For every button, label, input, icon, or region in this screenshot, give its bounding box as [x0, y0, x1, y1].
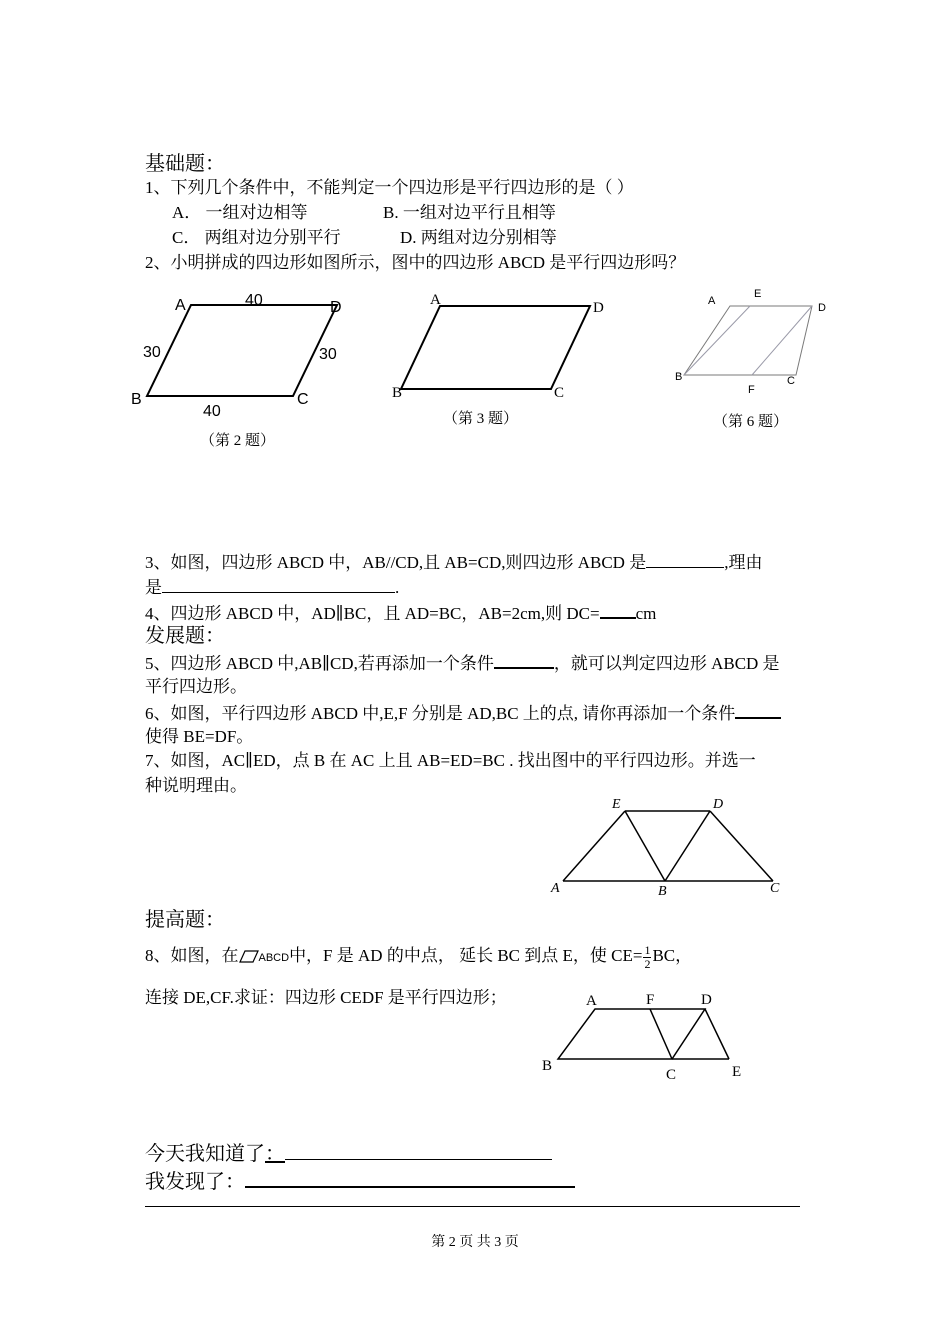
summary-know-label: 今天我知道了 — [145, 1143, 265, 1165]
fig3-label-d: D — [593, 300, 604, 316]
question-3-text-4: . — [395, 578, 400, 597]
question-8-text-2: 中，F 是 AD 的中点， 延长 BC 到点 E，使 CE= — [289, 946, 643, 965]
parallelogram-symbol — [239, 943, 259, 973]
fig2-top-length: 40 — [245, 292, 263, 309]
figure-6-caption: （第 6 题） — [713, 414, 789, 430]
question-4-text-1: 4、四边形 ABCD 中，AD∥BC，且 AD=BC，AB=2cm,则 DC= — [145, 604, 600, 623]
fig8-label-c: C — [666, 1067, 677, 1083]
summary-found — [145, 1168, 575, 1194]
parallelogram-symbol-icon — [239, 950, 259, 963]
fig2-label-d: D — [330, 299, 342, 316]
parallelogram-name: ABCD — [258, 952, 290, 964]
fig2-right-length: 30 — [319, 346, 337, 363]
fig2-bottom-length: 40 — [203, 403, 221, 420]
fig8-label-f: F — [646, 992, 655, 1008]
fig6-label-e: E — [754, 288, 762, 300]
fig8-label-e: E — [732, 1064, 742, 1080]
question-7-line-1: 7、如图，AC∥ED，点 B 在 AC 上且 AB=ED=BC . 找出图中的平行四边形。并选一 — [145, 751, 756, 770]
question-4 — [145, 601, 656, 625]
question-4-text-2: cm — [635, 604, 657, 623]
fig3-label-c: C — [554, 385, 565, 401]
question-3-text-1: 3、如图，四边形 ABCD 中，AB//CD,且 AB=CD,则四边形 ABCD 是 — [145, 553, 647, 572]
fig2-label-c: C — [297, 391, 309, 408]
fig6-label-a: A — [708, 295, 716, 307]
section-heading-basic: 基础题： — [145, 153, 225, 175]
fig3-label-b: B — [392, 385, 403, 401]
fig7-label-a: A — [551, 881, 560, 896]
question-7-line-2: 种说明理由。 — [145, 776, 247, 795]
question-1-stem: 1、下列几个条件中，不能判定一个四边形是平行四边形的是（ ） — [145, 178, 634, 197]
question-6-text-1: 6、如图，平行四边形 ABCD 中,E,F 分别是 AD,BC 上的点, 请你再添加一个条件 — [145, 704, 736, 723]
question-3-answer-blank-2[interactable] — [162, 576, 395, 593]
section-heading-improve: 提高题： — [145, 909, 225, 931]
figure-2-parallelogram — [125, 285, 355, 420]
question-6-line-2: 使得 BE=DF。 — [145, 727, 254, 746]
fig6-label-d: D — [818, 302, 826, 314]
figure-7-diagram — [548, 795, 788, 899]
question-3-answer-blank-1[interactable] — [646, 551, 724, 568]
fig2-label-b: B — [131, 391, 142, 408]
section-heading-develop: 发展题： — [145, 625, 225, 647]
fig7-label-d: D — [713, 797, 724, 812]
summary-know — [145, 1141, 552, 1166]
fig7-label-c: C — [770, 881, 780, 896]
summary-found-blank[interactable] — [245, 1168, 575, 1188]
fig7-label-e: E — [612, 797, 621, 812]
fraction-one-half — [643, 944, 651, 971]
fig6-label-b: B — [675, 371, 683, 383]
question-3-line-2 — [145, 576, 399, 599]
summary-know-colon: ： — [265, 1143, 285, 1165]
question-3-text-3: 是 — [145, 578, 162, 597]
fig2-label-a: A — [175, 297, 186, 314]
question-5-line-1 — [145, 651, 780, 675]
fig6-label-f: F — [748, 384, 755, 396]
figure-2-caption: （第 2 题） — [200, 433, 276, 449]
fig8-label-b: B — [542, 1058, 553, 1074]
question-8-line-2: 连接 DE,CF.求证：四边形 CEDF 是平行四边形； — [145, 988, 507, 1007]
fig3-label-a: A — [430, 292, 441, 308]
summary-found-label: 我发现了： — [145, 1171, 245, 1193]
question-3-line-1 — [145, 551, 762, 574]
fig7-label-b: B — [658, 884, 667, 899]
question-8-text-1: 8、如图，在 — [145, 946, 239, 965]
fig6-label-c: C — [787, 375, 795, 387]
question-1-option-b: B. 一组对边平行且相等 — [383, 203, 556, 222]
question-1-option-c: C． 两组对边分别平行 — [172, 228, 341, 247]
question-5-line-2: 平行四边形。 — [145, 677, 247, 696]
question-1-option-d: D. 两组对边分别相等 — [400, 228, 557, 247]
figure-6-parallelogram — [670, 284, 840, 394]
question-5-text-1: 5、四边形 ABCD 中,AB∥CD,若再添加一个条件 — [145, 654, 494, 673]
question-8-line-1 — [145, 941, 692, 973]
fig8-label-a: A — [586, 993, 597, 1009]
fraction-numerator: 1 — [644, 942, 651, 957]
question-2-stem: 2、小明拼成的四边形如图所示，图中的四边形 ABCD 是平行四边形吗？ — [145, 253, 686, 272]
question-6-answer-blank[interactable] — [735, 701, 781, 719]
question-3-text-2: ,理由 — [724, 553, 763, 572]
question-4-answer-blank[interactable] — [600, 601, 636, 619]
fig2-left-length: 30 — [143, 344, 161, 361]
question-8-text-3: BC， — [652, 946, 693, 965]
question-1-option-a: A． 一组对边相等 — [172, 203, 308, 222]
fraction-denominator: 2 — [644, 956, 651, 971]
summary-know-blank[interactable] — [285, 1141, 552, 1160]
page-footer: 第 2 页 共 3 页 — [431, 1235, 519, 1250]
figure-8-diagram — [538, 985, 748, 1085]
question-5-answer-blank[interactable] — [494, 651, 554, 669]
figure-3-caption: （第 3 题） — [443, 411, 519, 427]
question-5-text-2: ，就可以判定四边形 ABCD 是 — [553, 654, 780, 673]
fig8-label-d: D — [701, 992, 712, 1008]
question-6-line-1 — [145, 701, 781, 725]
summary-rule-line — [145, 1206, 800, 1207]
figure-3-parallelogram — [390, 290, 610, 400]
